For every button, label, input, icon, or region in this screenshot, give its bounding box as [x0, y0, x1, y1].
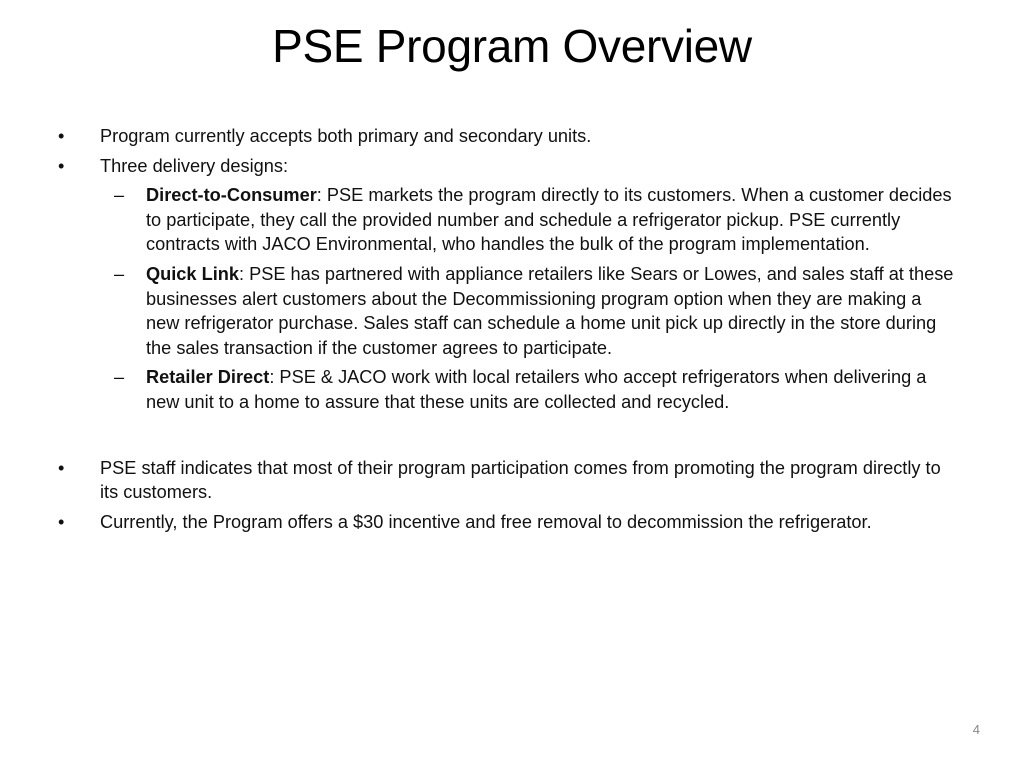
bullet-text: Program currently accepts both primary and secondary units.	[100, 126, 592, 146]
delivery-design-item	[100, 183, 958, 257]
delivery-design-item	[100, 262, 958, 360]
bullet-text: Three delivery designs:	[100, 155, 289, 176]
bullet-marker: •	[58, 126, 65, 146]
delivery-design-name: Direct-to-Consumer	[146, 185, 317, 206]
bullet-item	[58, 124, 958, 149]
slide-title: PSE Program Overview	[272, 20, 752, 72]
delivery-design-description: : PSE & JACO work with local retailers who accept refrigerators when delivering a new unit to a home to assure that these units are collected and recycled.	[146, 367, 927, 412]
delivery-design-list	[100, 183, 958, 414]
bullet-marker: •	[58, 511, 65, 532]
delivery-design-name: Retailer Direct	[146, 367, 270, 388]
section-spacer	[58, 420, 958, 456]
bullet-text: Currently, the Program offers a $30 incentive and free removal to decommission the refrigerator.	[100, 511, 872, 532]
page-number: 4	[972, 722, 980, 737]
bullet-item	[58, 510, 958, 535]
delivery-design-name: Quick Link	[146, 263, 239, 284]
bullet-marker: •	[58, 457, 65, 478]
bullet-marker: •	[58, 155, 65, 176]
bullet-item	[58, 456, 958, 505]
dash-marker: –	[114, 367, 125, 388]
slide-content	[58, 124, 958, 539]
delivery-design-description: : PSE markets the program directly to its customers. When a customer decides to participate, they call the provided number and schedule a refrigerator pickup. PSE currently contracts with JACO Environmental, who handles the bulk of the program implementation.	[146, 185, 952, 255]
bullet-item	[58, 154, 958, 415]
delivery-design-item	[100, 365, 958, 414]
bullet-text: PSE staff indicates that most of their program participation comes from promoting the program directly to its customers.	[100, 457, 941, 503]
dash-marker: –	[114, 185, 125, 206]
dash-marker: –	[114, 263, 125, 284]
delivery-design-description: : PSE has partnered with appliance retailers like Sears or Lowes, and sales staff at these businesses alert customers about the Decommissioning program option when they are making a new refrigerator purchase. Sales staff can schedule a home unit pick up directly in the store during the sales transaction if the customer agrees to participate.	[146, 263, 954, 358]
